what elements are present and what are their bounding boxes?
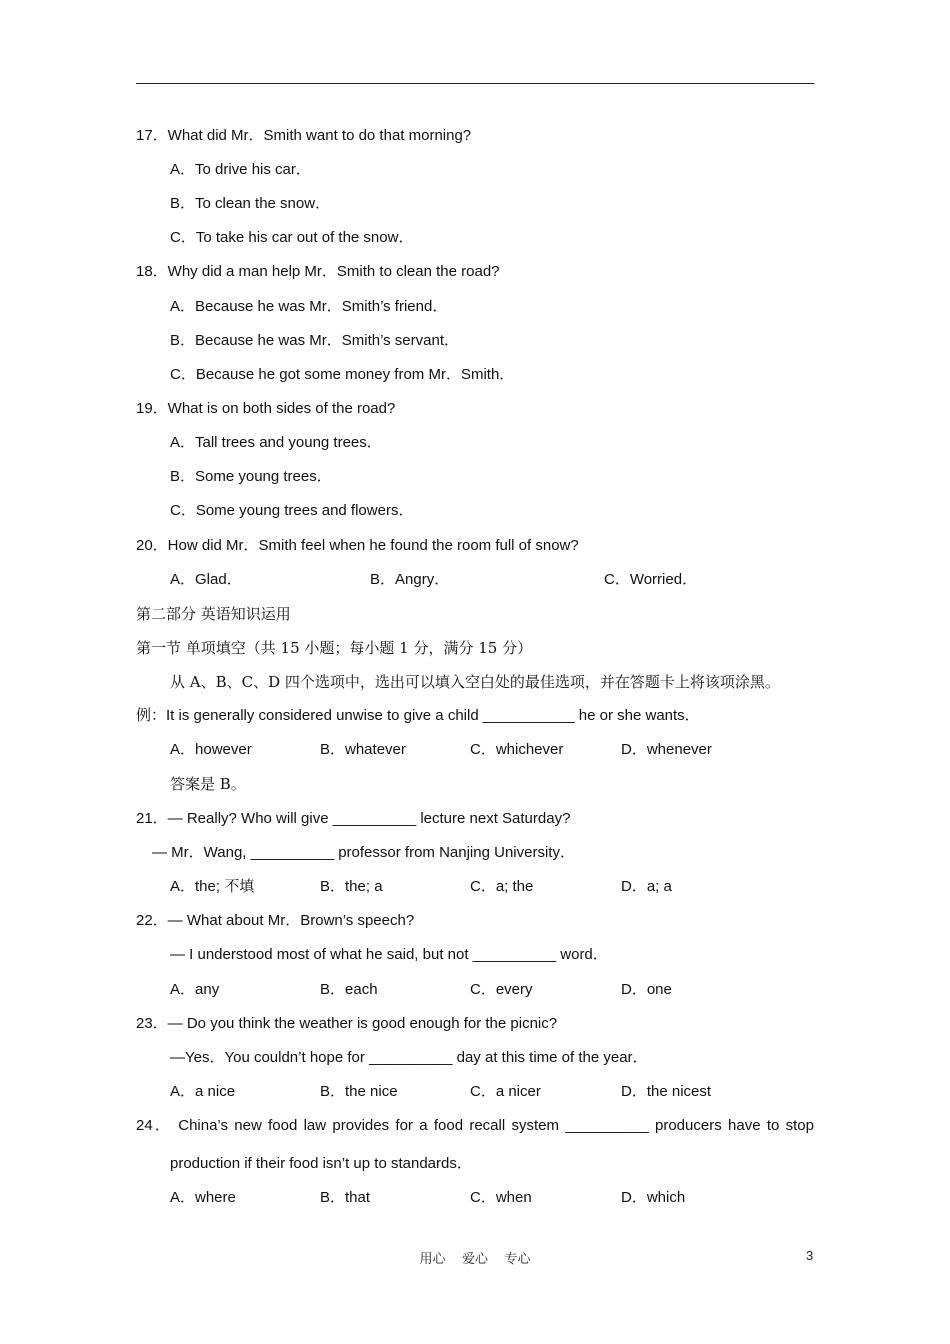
- question-20-option-c: C．Worried．: [604, 571, 698, 588]
- example-stem: 例：It is generally considered unwise to give a child ___________ he or she wants．: [136, 707, 700, 724]
- question-18-option-c: C．Because he got some money from Mr．Smith．: [170, 366, 515, 383]
- question-20-stem: 20．How did Mr．Smith feel when he found the room full of snow?: [136, 537, 579, 554]
- example-option-c: C．whichever: [470, 741, 564, 758]
- question-22-option-c: C．every: [470, 981, 533, 998]
- question-20-option-b: B．Angry．: [370, 571, 450, 588]
- question-22-option-b: B．each: [320, 981, 378, 998]
- question-24-option-c: C．when: [470, 1189, 532, 1206]
- question-23-line1: 23．— Do you think the weather is good enough for the picnic?: [136, 1015, 558, 1032]
- header-rule: [136, 83, 814, 84]
- question-22-line1: 22．— What about Mr．Brown’s speech?: [136, 912, 415, 929]
- question-21-option-a: A．the; 不填: [170, 878, 255, 895]
- question-23-option-c: C．a nicer: [470, 1083, 541, 1100]
- example-option-a: A．however: [170, 741, 252, 758]
- question-19-stem: 19．What is on both sides of the road?: [136, 400, 396, 417]
- question-17-option-c: C．To take his car out of the snow．: [170, 229, 414, 246]
- question-22-option-a: A．any: [170, 981, 220, 998]
- question-21-line1: 21．— Really? Who will give __________ lecture next Saturday?: [136, 810, 571, 827]
- question-18-stem: 18．Why did a man help Mr．Smith to clean the road?: [136, 263, 500, 280]
- footer-motto: 用心 爱心 专心: [419, 1252, 531, 1267]
- question-23-line2: —Yes．You couldn’t hope for __________ day at this time of the year．: [170, 1049, 648, 1066]
- example-answer: 答案是 B。: [170, 775, 246, 793]
- question-22-option-d: D．one: [621, 981, 672, 998]
- question-22-line2: — I understood most of what he said, but not __________ word．: [170, 946, 608, 963]
- question-21-option-c: C．a; the: [470, 878, 534, 895]
- question-24-line1: 24． China’s new food law provides for a food recall system __________ producers have to stop: [136, 1117, 814, 1134]
- question-19-option-b: B．Some young trees．: [170, 468, 332, 485]
- question-24-option-a: A．where: [170, 1189, 236, 1206]
- example-option-d: D．whenever: [621, 741, 712, 758]
- question-24-option-b: B．that: [320, 1189, 371, 1206]
- question-23-option-d: D．the nicest: [621, 1083, 712, 1100]
- question-19-option-c: C．Some young trees and flowers．: [170, 502, 414, 519]
- section-subtitle: 第一节 单项填空（共 15 小题；每小题 1 分，满分 15 分）: [136, 639, 533, 657]
- question-17-option-a: A．To drive his car．: [170, 161, 311, 178]
- question-21-option-d: D．a; a: [621, 878, 672, 895]
- question-23-option-b: B．the nice: [320, 1083, 398, 1100]
- page-number: 3: [806, 1248, 814, 1263]
- question-17-stem: 17．What did Mr．Smith want to do that morning?: [136, 127, 472, 144]
- question-18-option-a: A．Because he was Mr．Smith’s friend．: [170, 298, 448, 315]
- question-21-option-b: B．the; a: [320, 878, 383, 895]
- question-17-option-b: B．To clean the snow．: [170, 195, 331, 212]
- question-19-option-a: A．Tall trees and young trees．: [170, 434, 382, 451]
- question-23-option-a: A．a nice: [170, 1083, 236, 1100]
- example-option-b: B．whatever: [320, 741, 406, 758]
- question-24-option-d: D．which: [621, 1189, 686, 1206]
- question-21-line2: — Mr．Wang, __________ professor from Nanjing University．: [152, 844, 575, 861]
- section-instruction: 从 A、B、C、D 四个选项中，选出可以填入空白处的最佳选项，并在答题卡上将该项涂黑。: [170, 673, 780, 691]
- question-20-option-a: A．Glad．: [170, 571, 242, 588]
- question-18-option-b: B．Because he was Mr．Smith’s servant．: [170, 332, 459, 349]
- part-title: 第二部分 英语知识运用: [136, 605, 291, 623]
- question-24-line2: production if their food isn’t up to standards．: [170, 1155, 472, 1172]
